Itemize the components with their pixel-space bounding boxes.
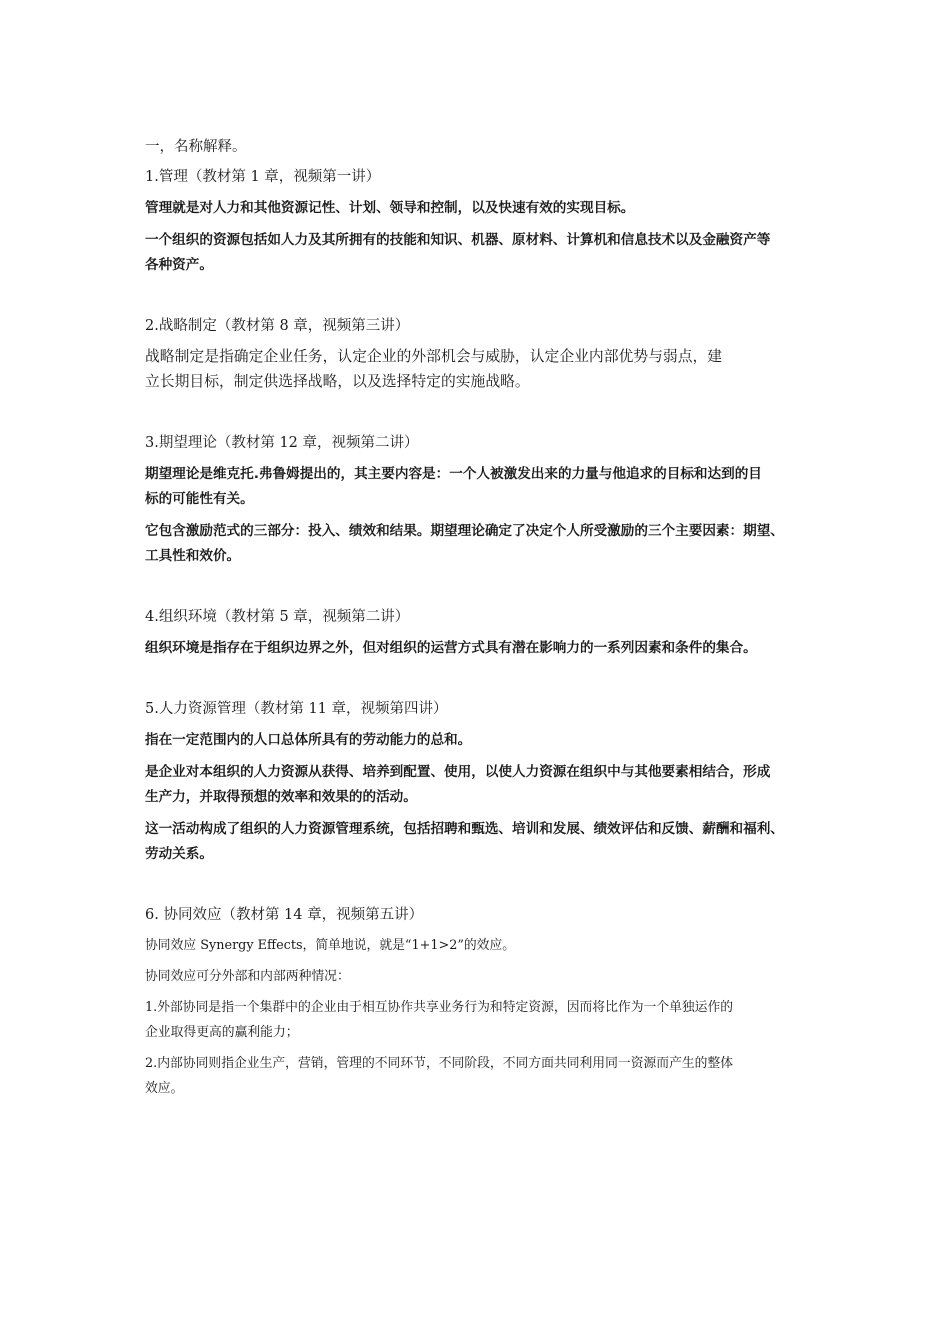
definition-line: 是企业对本组织的人力资源从获得、培养到配置、使用，以使人力资源在组织中与其他要素相结合，形成 bbox=[145, 764, 771, 780]
definition-line: 一个组织的资源包括如人力及其所拥有的技能和知识、机器、原材料、计算机和信息技术以及金融资产等 bbox=[145, 232, 771, 248]
definition-line: 管理就是对人力和其他资源记性、计划、领导和控制，以及快速有效的实现目标。 bbox=[145, 200, 635, 216]
definition-line: 生产力，并取得预想的效率和效果的的活动。 bbox=[145, 789, 417, 805]
definition-line: 这一活动构成了组织的人力资源管理系统，包括招聘和甄选、培训和发展、绩效评估和反馈、薪酬和福利、 bbox=[145, 821, 784, 837]
definition-line: 2.内部协同则指企业生产，营销，管理的不同环节，不同阶段，不同方面共同利用同一资源而产生的整体 bbox=[145, 1056, 734, 1071]
definition-line: 企业取得更高的赢利能力； bbox=[145, 1025, 299, 1040]
term-title-strategy: 2.战略制定（教材第 8 章，视频第三讲） bbox=[145, 318, 410, 334]
definition-line: 组织环境是指存在于组织边界之外，但对组织的运营方式具有潜在影响力的一系列因素和条件的集合。 bbox=[145, 640, 757, 656]
definition-line: 协同效应可分外部和内部两种情况： bbox=[145, 969, 350, 984]
definition-line: 各种资产。 bbox=[145, 257, 213, 273]
definition-line: 立长期目标，制定供选择战略，以及选择特定的实施战略。 bbox=[145, 373, 530, 390]
definition-line: 协同效应 Synergy Effects，简单地说，就是“1+1>2”的效应。 bbox=[145, 938, 516, 953]
term-title-management: 1.管理（教材第 1 章，视频第一讲） bbox=[145, 169, 381, 185]
term-title-org-environment: 4.组织环境（教材第 5 章，视频第二讲） bbox=[145, 609, 410, 625]
definition-line: 工具性和效价。 bbox=[145, 548, 241, 564]
definition-line: 战略制定是指确定企业任务，认定企业的外部机会与威胁，认定企业内部优势与弱点，建 bbox=[145, 348, 723, 365]
definition-line: 指在一定范围内的人口总体所具有的劳动能力的总和。 bbox=[145, 732, 472, 748]
definition-line: 它包含激励范式的三部分：投入、绩效和结果。期望理论确定了决定个人所受激励的三个主要因素：期望、 bbox=[145, 523, 784, 539]
term-title-hrm: 5.人力资源管理（教材第 11 章，视频第四讲） bbox=[145, 701, 448, 717]
definition-line: 劳动关系。 bbox=[145, 846, 213, 862]
term-title-expectancy-theory: 3.期望理论（教材第 12 章，视频第二讲） bbox=[145, 435, 419, 451]
term-title-synergy: 6. 协同效应（教材第 14 章，视频第五讲） bbox=[145, 907, 424, 923]
definition-line: 期望理论是维克托.弗鲁姆提出的，其主要内容是：一个人被激发出来的力量与他追求的目标和达到的目 bbox=[145, 466, 762, 482]
definition-line: 标的可能性有关。 bbox=[145, 491, 254, 507]
definition-line: 效应。 bbox=[145, 1081, 184, 1096]
definition-line: 1.外部协同是指一个集群中的企业由于相互协作共享业务行为和特定资源，因而将比作为一个单独运作的 bbox=[145, 1000, 734, 1015]
section-heading: 一，名称解释。 bbox=[145, 139, 247, 155]
